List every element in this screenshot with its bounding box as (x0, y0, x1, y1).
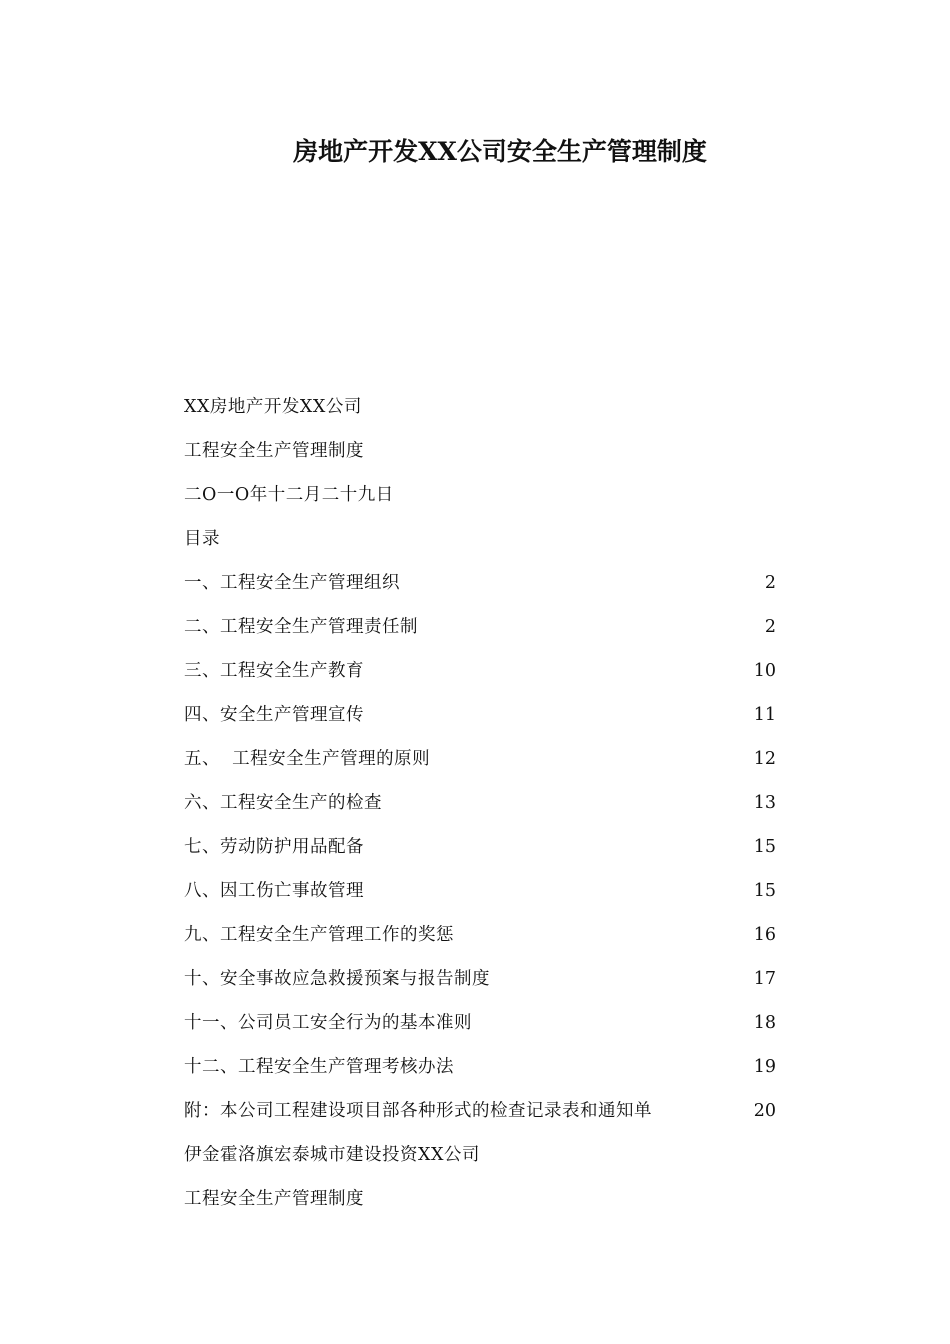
toc-heading: 目录 (184, 529, 220, 549)
toc-entry[interactable] (184, 1054, 776, 1098)
issuer-name: 伊金霍洛旗宏泰城市建设投资XX公司 (184, 1145, 480, 1165)
section-heading: 工程安全生产管理制度 (184, 1189, 364, 1209)
toc-entry-title: 四、安全生产管理宣传 (184, 705, 364, 725)
toc-entry-title: 六、工程安全生产的检查 (184, 793, 382, 813)
toc-entry-title: 十、安全事故应急救援预案与报告制度 (184, 969, 490, 989)
toc-entry[interactable] (184, 570, 776, 614)
toc-entry[interactable] (184, 1010, 776, 1054)
toc-entry-title: 三、工程安全生产教育 (184, 661, 364, 681)
document-subtitle: 工程安全生产管理制度 (184, 441, 364, 461)
toc-entry[interactable] (184, 702, 776, 746)
toc-entry-page: 20 (753, 1101, 776, 1121)
toc-entry-page: 18 (753, 1013, 776, 1033)
toc-entry-page: 17 (753, 969, 776, 989)
toc-entry-page: 2 (764, 573, 776, 593)
toc-entry[interactable] (184, 746, 776, 790)
toc-entry-page: 19 (753, 1057, 776, 1077)
toc-entry[interactable] (184, 614, 776, 658)
toc-entry-title: 一、工程安全生产管理组织 (184, 573, 400, 593)
toc-entry-page: 15 (753, 837, 776, 857)
toc-entry-title: 五、 工程安全生产管理的原则 (184, 749, 431, 769)
toc-entry[interactable] (184, 878, 776, 922)
toc-entry-title: 二、工程安全生产管理责任制 (184, 617, 418, 637)
toc-entry-title: 八、因工伤亡事故管理 (184, 881, 364, 901)
toc-entry-page: 10 (753, 661, 776, 681)
document-date: 二O一O年十二月二十九日 (184, 485, 394, 505)
toc-entry-title: 十一、公司员工安全行为的基本准则 (184, 1013, 472, 1033)
toc-entry-title: 七、劳动防护用品配备 (184, 837, 364, 857)
toc-entry-page: 13 (753, 793, 776, 813)
toc-entry-title: 十二、工程安全生产管理考核办法 (184, 1057, 454, 1077)
toc-entry-title: 九、工程安全生产管理工作的奖惩 (184, 925, 454, 945)
toc-entry[interactable] (184, 790, 776, 834)
toc-entry[interactable] (184, 1098, 776, 1142)
toc-entry-title: 附：本公司工程建设项目部各种形式的检查记录表和通知单 (184, 1101, 652, 1121)
toc-entry[interactable] (184, 834, 776, 878)
company-name: XX房地产开发XX公司 (184, 397, 362, 417)
toc-entry-page: 11 (753, 705, 776, 725)
document-body (184, 394, 776, 1230)
toc-entry[interactable] (184, 966, 776, 1010)
toc-entry-page: 16 (753, 925, 776, 945)
toc-entry-page: 2 (764, 617, 776, 637)
toc-entry[interactable] (184, 658, 776, 702)
toc-entry[interactable] (184, 922, 776, 966)
toc-entry-page: 15 (753, 881, 776, 901)
toc-entry-page: 12 (753, 749, 776, 769)
document-title: 房地产开发XX公司安全生产管理制度 (293, 137, 707, 166)
